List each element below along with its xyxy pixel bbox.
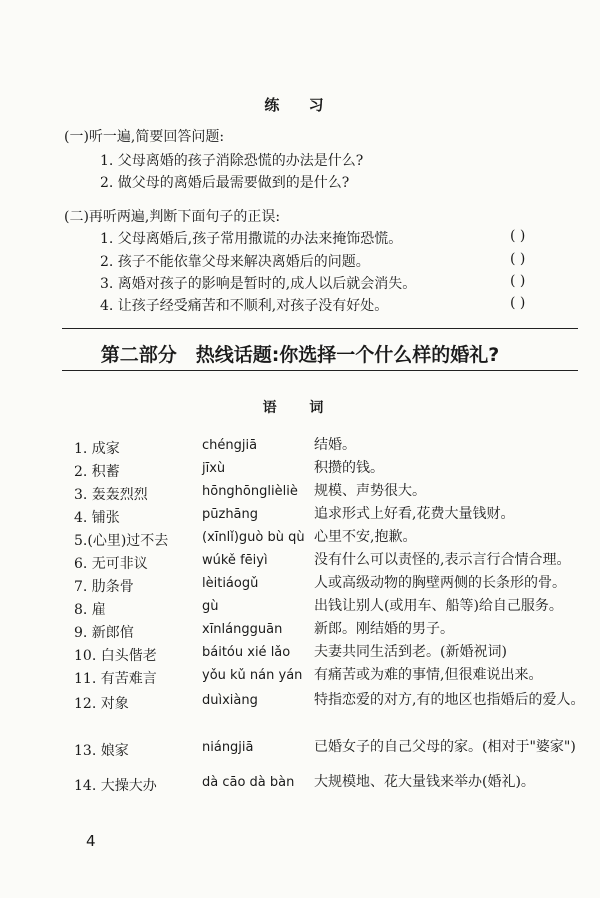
statement-2: 2. 孩子不能依靠父母来解决离婚后的问题。 <box>100 254 370 270</box>
vocab-term: 8. 雇 <box>74 602 106 618</box>
vocab-definition: 已婚女子的自己父母的家。(相对于"婆家") <box>314 739 576 755</box>
vocab-term: 2. 积蓄 <box>74 464 120 480</box>
part-title: 第二部分 热线话题:你选择一个什么样的婚礼? <box>100 344 500 366</box>
question-2: 2. 做父母的离婚后最需要做到的是什么? <box>100 175 350 191</box>
vocab-term: 14. 大操大办 <box>74 778 157 794</box>
vocab-pinyin: duìxiàng <box>202 693 258 708</box>
vocab-pinyin: niángjiā <box>202 740 254 755</box>
answer-blank-4[interactable]: ( ) <box>510 295 526 311</box>
vocab-pinyin: xīnlángguān <box>202 622 283 637</box>
vocab-term: 6. 无可非议 <box>74 556 148 572</box>
answer-blank-2[interactable]: ( ) <box>510 251 526 267</box>
vocab-term: 12. 对象 <box>74 696 129 712</box>
vocab-definition: 没有什么可以责怪的,表示言行合情合理。 <box>314 552 571 568</box>
vocab-definition: 人或高级动物的胸壁两侧的长条形的骨。 <box>314 575 566 591</box>
vocab-definition: 大规模地、花大量钱来举办(婚礼)。 <box>314 774 535 790</box>
vocab-definition: 积攒的钱。 <box>314 460 384 476</box>
vocab-pinyin: wúkě fēiyì <box>202 553 268 568</box>
vocab-pinyin: hōnghōnglièliè <box>202 484 298 499</box>
vocab-definition: 新郎。刚结婚的男子。 <box>314 621 454 637</box>
vocab-pinyin: lèitiáogǔ <box>202 576 259 591</box>
part-top-rule <box>62 328 578 329</box>
vocab-row <box>74 740 594 764</box>
vocab-definition: 结婚。 <box>314 437 356 453</box>
vocab-pinyin: yǒu kǔ nán yán <box>202 668 303 683</box>
statement-3: 3. 离婚对孩子的影响是暂时的,成人以后就会消失。 <box>100 276 417 292</box>
vocab-pinyin: pūzhāng <box>202 507 259 522</box>
vocab-term: 13. 娘家 <box>74 743 129 759</box>
exercise-title: 练 习 <box>264 96 336 114</box>
vocab-row <box>74 693 594 717</box>
statement-4: 4. 让孩子经受痛苦和不顺利,对孩子没有好处。 <box>100 298 389 314</box>
section1-heading: (一)听一遍,简要回答问题: <box>64 129 225 145</box>
vocab-definition: 有痛苦或为难的事情,但很难说出来。 <box>314 667 543 683</box>
vocab-term: 5.(心里)过不去 <box>74 533 169 549</box>
vocab-term: 4. 铺张 <box>74 510 120 526</box>
vocab-term: 9. 新郎倌 <box>74 625 134 641</box>
vocab-term: 11. 有苦难言 <box>74 671 157 687</box>
question-1: 1. 父母离婚的孩子消除恐慌的办法是什么? <box>100 153 364 169</box>
vocab-definition: 特指恋爱的对方,有的地区也指婚后的爱人。 <box>314 692 585 708</box>
vocab-row <box>74 775 594 799</box>
part-bottom-rule <box>62 370 578 371</box>
vocab-pinyin: dà cāo dà bàn <box>202 775 295 790</box>
vocab-definition: 夫妻共同生活到老。(新婚祝词) <box>314 644 507 660</box>
vocab-definition: 追求形式上好看,花费大量钱财。 <box>314 506 515 522</box>
vocab-term: 3. 轰轰烈烈 <box>74 487 148 503</box>
section2-heading: (二)再听两遍,判断下面句子的正误: <box>64 209 281 225</box>
vocab-term: 1. 成家 <box>74 441 120 457</box>
vocab-definition: 出钱让别人(或用车、船等)给自己服务。 <box>314 598 563 614</box>
vocab-title: 语 词 <box>262 400 338 416</box>
vocab-pinyin: báitóu xié lǎo <box>202 645 291 660</box>
answer-blank-3[interactable]: ( ) <box>510 273 526 289</box>
statement-1: 1. 父母离婚后,孩子常用撒谎的办法来掩饰恐慌。 <box>100 231 403 247</box>
vocab-term: 10. 白头偕老 <box>74 648 157 664</box>
page-number: 4 <box>86 832 96 850</box>
vocab-pinyin: chéngjiā <box>202 438 258 453</box>
vocab-definition: 规模、声势很大。 <box>314 483 426 499</box>
answer-blank-1[interactable]: ( ) <box>510 228 526 244</box>
vocab-pinyin: jīxù <box>202 461 226 476</box>
vocab-pinyin: (xīnlǐ)guò bù qù <box>202 530 305 545</box>
vocab-definition: 心里不安,抱歉。 <box>314 529 417 545</box>
vocab-pinyin: gù <box>202 599 219 614</box>
vocab-term: 7. 肋条骨 <box>74 579 134 595</box>
